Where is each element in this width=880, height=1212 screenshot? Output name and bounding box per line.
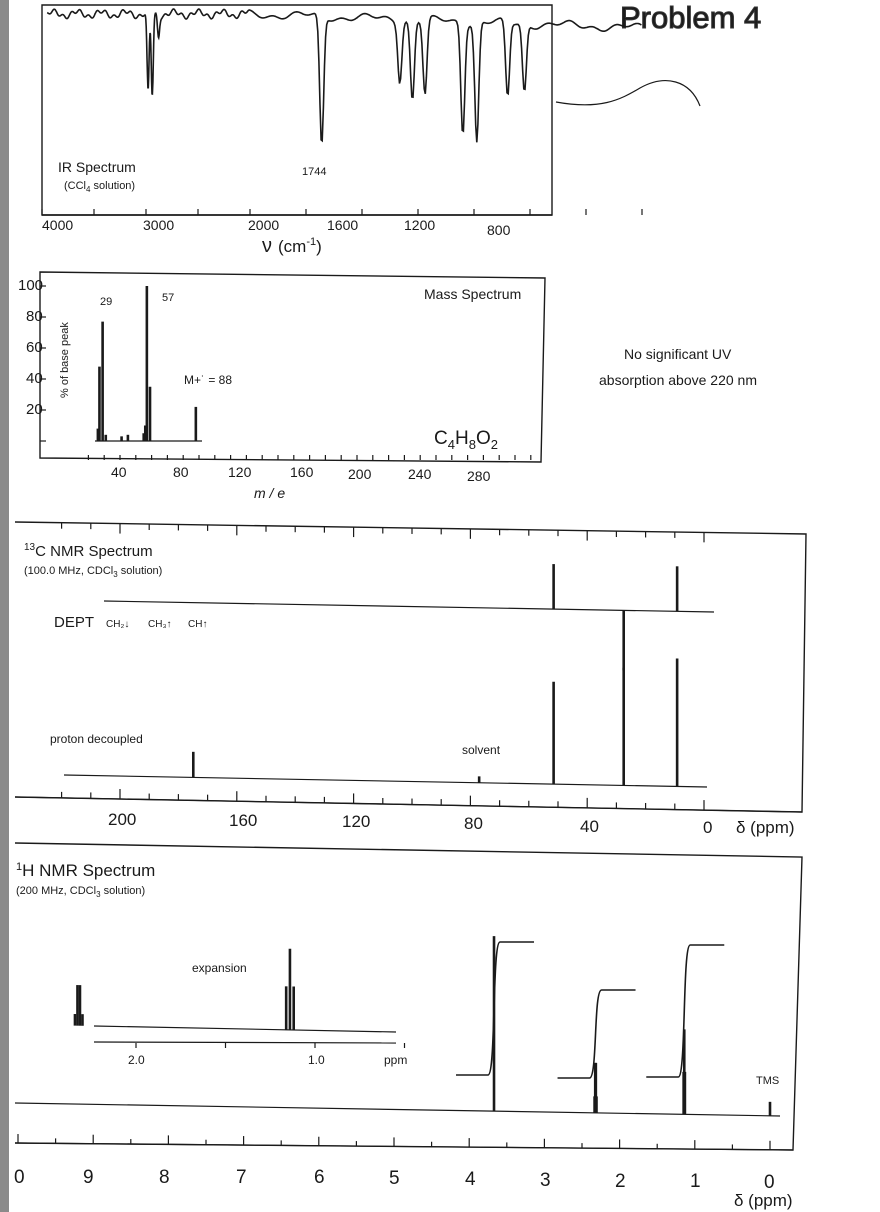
ir-subtitle — [64, 180, 135, 194]
c13-dept-baseline — [104, 601, 714, 612]
h1-xtick-0: 0 — [764, 1172, 775, 1193]
h1-xtick-7: 7 — [236, 1167, 247, 1188]
c13-xtick-40: 40 — [580, 817, 599, 836]
f-o: O — [475, 428, 491, 449]
f-h-n: 8 — [468, 437, 476, 452]
h1-xtick-8: 8 — [159, 1167, 170, 1188]
c13-xtick-200: 200 — [108, 810, 137, 829]
c13-sub-b: solution) — [117, 565, 163, 577]
ir-tick-1600: 1600 — [327, 217, 359, 233]
ms-xtick-120: 120 — [228, 464, 252, 480]
c13-nmr-spectrum — [15, 522, 806, 837]
h1-xtick-5: 5 — [389, 1168, 400, 1189]
h1-title — [16, 861, 155, 880]
mass-spectrum — [18, 272, 545, 501]
h1-title-sup: 1 — [16, 861, 23, 873]
ir-x-label-exp: -1 — [306, 236, 317, 248]
f-c: C — [434, 428, 448, 449]
h1-xtick-0-left: 0 — [14, 1167, 25, 1188]
f-o-n: 2 — [490, 437, 498, 452]
h1-peaks — [494, 936, 770, 1116]
ms-xtick-280: 280 — [467, 468, 491, 484]
ms-molecular-ion: M+˙ = 88 — [184, 373, 233, 387]
ms-bars — [98, 286, 196, 441]
h1-expansion-label: expansion — [192, 961, 247, 975]
ir-peak-label-1744: 1744 — [302, 166, 327, 178]
ms-x-label: m / e — [254, 485, 286, 501]
ms-xtick-240: 240 — [408, 466, 432, 482]
ms-y-label: % of base peak — [59, 322, 71, 398]
c13-xtick-80: 80 — [464, 814, 483, 833]
h1-tms-label: TMS — [756, 1075, 780, 1087]
uv-note-line1: No significant UV — [624, 346, 732, 362]
ir-tick-4000: 4000 — [42, 217, 74, 233]
ir-tick-3000: 3000 — [143, 217, 175, 233]
h1-title-main: H NMR Spectrum — [22, 861, 156, 880]
h1-xtick-2: 2 — [615, 1171, 626, 1192]
ir-tick-800: 800 — [487, 222, 511, 238]
h1-exp-baseline — [94, 1026, 396, 1032]
c13-dept-ch3: CH₃↑ — [148, 619, 172, 630]
problem-title: Problem 4 — [620, 0, 762, 35]
ir-x-label-nu: ν — [262, 235, 272, 257]
ms-title: Mass Spectrum — [424, 286, 522, 302]
h1-tick-marks — [18, 1134, 770, 1150]
h1-exp-axis — [94, 1042, 396, 1043]
h1-sub-a: (200 MHz, CDCl — [16, 885, 97, 897]
c13-solvent-label: solvent — [462, 743, 501, 757]
f-h: H — [454, 428, 469, 449]
c13-subtitle — [24, 565, 162, 579]
ir-x-label-close: ) — [316, 237, 322, 256]
h1-xtick-3: 3 — [540, 1170, 551, 1191]
f-c-n: 4 — [447, 437, 455, 452]
c13-decoupled-peaks — [193, 658, 677, 786]
ms-ytick-20: 20 — [26, 401, 43, 418]
ir-spectrum — [42, 5, 642, 257]
c13-xtick-0: 0 — [703, 818, 713, 837]
ir-tick-1200: 1200 — [404, 217, 436, 233]
c13-title — [24, 542, 153, 560]
h1-baseline — [15, 1103, 780, 1116]
ms-xtick-80: 80 — [173, 464, 189, 480]
ir-x-label-unit: (cm — [278, 237, 307, 256]
h1-xtick-6: 6 — [314, 1167, 325, 1188]
ir-x-label — [262, 235, 322, 257]
uv-note-line2: absorption above 220 nm — [599, 372, 757, 388]
h1-x-axis — [15, 1143, 793, 1150]
ir-tick-2000: 2000 — [248, 217, 280, 233]
ms-peak-label-29: 29 — [100, 296, 113, 308]
h1-exp-tick-1: 1.0 — [308, 1053, 325, 1067]
ir-subtitle-sub: 4 — [86, 185, 91, 194]
h1-sub-n: 3 — [96, 890, 101, 899]
h1-xtick-4: 4 — [465, 1169, 476, 1190]
h1-nmr-spectrum — [14, 843, 802, 1210]
h1-xtick-9: 9 — [83, 1167, 94, 1188]
c13-title-main: C NMR Spectrum — [35, 543, 153, 560]
c13-xtick-120: 120 — [342, 812, 371, 831]
ms-xtick-160: 160 — [290, 464, 314, 480]
ms-ytick-80: 80 — [26, 308, 43, 325]
ir-subtitle-a: (CCl — [64, 180, 86, 192]
hand-drawn-arrow — [556, 81, 700, 106]
c13-title-sup: 13 — [24, 542, 36, 553]
h1-xtick-1: 1 — [690, 1171, 701, 1192]
ms-xtick-200: 200 — [348, 466, 372, 482]
ms-peak-label-57: 57 — [162, 292, 175, 304]
ir-subtitle-b: solution) — [90, 180, 136, 192]
h1-x-label: δ (ppm) — [734, 1191, 793, 1210]
c13-sub-a: (100.0 MHz, CDCl — [24, 565, 114, 577]
c13-decoupled-label: proton decoupled — [50, 732, 143, 746]
c13-dept-ch2: CH₂↓ — [106, 619, 130, 630]
h1-exp-tick-2: 2.0 — [128, 1053, 145, 1067]
ms-ytick-40: 40 — [26, 370, 43, 387]
c13-xtick-160: 160 — [229, 811, 258, 830]
c13-dept-label: DEPT — [54, 614, 95, 631]
h1-subtitle — [16, 885, 145, 899]
c13-x-label: δ (ppm) — [736, 818, 795, 837]
c13-dept-peaks — [554, 564, 678, 670]
ms-formula — [434, 428, 498, 452]
ms-ytick-100: 100 — [18, 277, 44, 294]
c13-sub-n: 3 — [113, 570, 118, 579]
h1-exp-ppm: ppm — [384, 1053, 408, 1067]
h1-sub-b: solution) — [100, 885, 146, 897]
ms-xtick-40: 40 — [111, 464, 127, 480]
c13-dept-ch: CH↑ — [188, 619, 208, 630]
c13-decoupled-baseline — [64, 775, 707, 787]
ms-ytick-60: 60 — [26, 339, 43, 356]
ir-title: IR Spectrum — [58, 159, 136, 175]
